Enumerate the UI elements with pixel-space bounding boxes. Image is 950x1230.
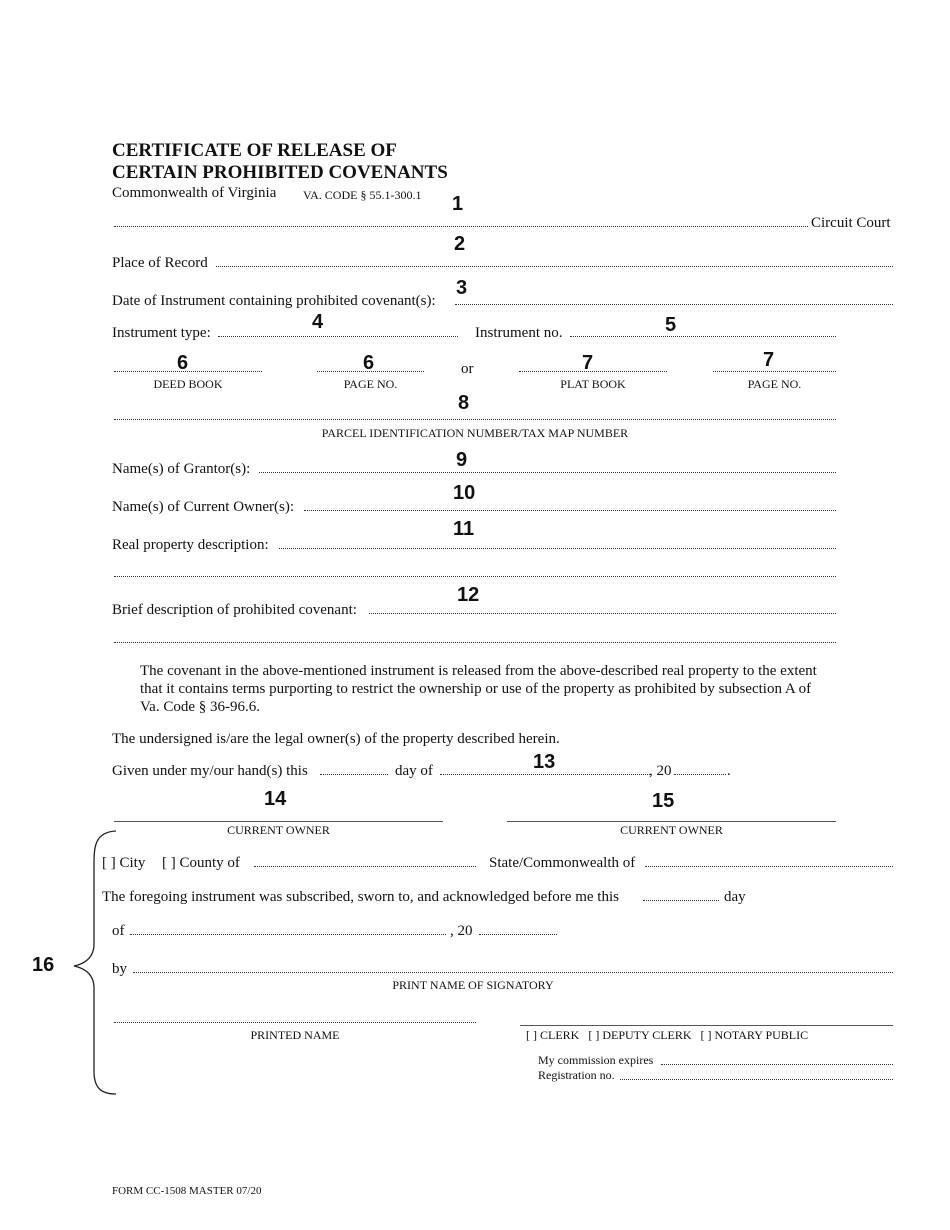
deed-book-field[interactable]	[114, 371, 262, 372]
notary-day-label: day	[724, 889, 746, 905]
plat-page-caption: PAGE NO.	[747, 377, 802, 391]
signatory-name-field[interactable]	[133, 972, 893, 973]
plat-book-field[interactable]	[519, 371, 667, 372]
brief-description-label: Brief description of prohibited covenant:	[112, 602, 357, 618]
annotation-16: 16	[32, 954, 55, 976]
place-of-record-label: Place of Record	[112, 255, 208, 271]
given-year-prefix: , 20	[649, 763, 672, 779]
notary-day-field[interactable]	[643, 900, 719, 901]
deed-book-caption: DEED BOOK	[153, 377, 223, 391]
notary-year-field[interactable]	[479, 934, 557, 935]
notary-month-field[interactable]	[130, 934, 446, 935]
form-title-line1: CERTIFICATE OF RELEASE OF	[112, 140, 397, 161]
annotation-4: 4	[312, 311, 324, 333]
parcel-id-field[interactable]	[114, 419, 836, 420]
plat-book-caption: PLAT BOOK	[560, 377, 626, 391]
registration-no-field[interactable]	[620, 1079, 893, 1080]
owner1-caption: CURRENT OWNER	[227, 823, 330, 837]
annotation-11: 11	[453, 518, 475, 540]
given-month-field[interactable]	[440, 774, 650, 775]
real-property-field-line2[interactable]	[114, 576, 836, 577]
printed-name-caption: PRINTED NAME	[250, 1028, 340, 1042]
city-checkbox[interactable]: [ ] City	[102, 855, 146, 871]
or-label: or	[461, 361, 474, 377]
annotation-7b: 7	[763, 349, 775, 371]
annotation-12: 12	[457, 584, 480, 606]
parcel-id-caption: PARCEL IDENTIFICATION NUMBER/TAX MAP NUMBER	[321, 426, 629, 440]
jurisdiction: Commonwealth of Virginia	[112, 185, 277, 201]
annotation-14: 14	[264, 788, 287, 810]
commission-expires-label: My commission expires	[538, 1053, 654, 1067]
notary-year-prefix: , 20	[450, 923, 473, 939]
printed-name-field[interactable]	[114, 1022, 476, 1023]
notary-of-label: of	[112, 923, 125, 939]
brief-description-field[interactable]	[369, 613, 836, 614]
annotation-10: 10	[453, 482, 476, 504]
code-reference: VA. CODE § 55.1-300.1	[303, 188, 422, 202]
current-owners-field[interactable]	[304, 510, 836, 511]
circuit-court-label: Circuit Court	[811, 215, 891, 231]
brief-description-field-line2[interactable]	[114, 642, 836, 643]
state-field[interactable]	[645, 866, 893, 867]
date-of-instrument-label: Date of Instrument containing prohibited covenant(s):	[112, 293, 436, 309]
notary-role-checkboxes[interactable]: [ ] CLERK [ ] DEPUTY CLERK [ ] NOTARY PUBLIC	[526, 1028, 809, 1042]
annotation-15: 15	[652, 790, 675, 812]
annotation-8: 8	[458, 392, 470, 414]
deed-page-field[interactable]	[317, 371, 424, 372]
annotation-13: 13	[533, 751, 556, 773]
owner2-caption: CURRENT OWNER	[620, 823, 723, 837]
date-of-instrument-field[interactable]	[455, 304, 893, 305]
annotation-5: 5	[665, 314, 677, 336]
owner1-signature-line[interactable]	[114, 821, 443, 822]
grantors-field[interactable]	[259, 472, 836, 473]
state-label: State/Commonwealth of	[489, 855, 636, 871]
release-paragraph: The covenant in the above-mentioned instrument is released from the above-described real property to the extent that it contains terms purporting to restrict the ownership or use of the property as prohibited by subsection A of Va. Code § 36-96.6.	[140, 663, 817, 715]
place-of-record-field[interactable]	[216, 266, 893, 267]
notary-by-label: by	[112, 961, 127, 977]
annotation-6b: 6	[363, 352, 375, 374]
annotation-2: 2	[454, 233, 466, 255]
grantors-label: Name(s) of Grantor(s):	[112, 461, 251, 477]
annotation-9: 9	[456, 449, 468, 471]
city-county-field[interactable]	[254, 866, 476, 867]
county-checkbox[interactable]: [ ] County of	[162, 855, 240, 871]
owner2-signature-line[interactable]	[507, 821, 836, 822]
commission-expires-field[interactable]	[661, 1064, 893, 1065]
given-period: .	[727, 763, 731, 779]
form-title-line2: CERTAIN PROHIBITED COVENANTS	[112, 162, 448, 183]
print-name-signatory-caption: PRINT NAME OF SIGNATORY	[392, 978, 554, 992]
instrument-no-label: Instrument no.	[475, 325, 563, 341]
circuit-court-field[interactable]	[114, 226, 808, 227]
plat-page-field[interactable]	[713, 371, 836, 372]
instrument-no-field[interactable]	[570, 336, 836, 337]
real-property-label: Real property description:	[112, 537, 269, 553]
real-property-field[interactable]	[279, 548, 836, 549]
given-under-label: Given under my/our hand(s) this	[112, 763, 308, 779]
instrument-type-field[interactable]	[218, 336, 458, 337]
form-id: FORM CC-1508 MASTER 07/20	[112, 1185, 262, 1197]
foregoing-statement: The foregoing instrument was subscribed, sworn to, and acknowledged before me this	[102, 889, 619, 905]
annotation-7a: 7	[582, 352, 594, 374]
given-year-field[interactable]	[674, 774, 726, 775]
given-day-field[interactable]	[320, 774, 388, 775]
annotation-3: 3	[456, 277, 468, 299]
annotation-1: 1	[452, 193, 464, 215]
instrument-type-label: Instrument type:	[112, 325, 211, 341]
deed-page-caption: PAGE NO.	[343, 377, 398, 391]
notary-signature-line[interactable]	[520, 1025, 893, 1026]
registration-no-label: Registration no.	[538, 1068, 615, 1082]
annotation-6a: 6	[177, 352, 189, 374]
current-owners-label: Name(s) of Current Owner(s):	[112, 499, 295, 515]
day-of-label: day of	[395, 763, 433, 779]
owner-statement: The undersigned is/are the legal owner(s) of the property described herein.	[112, 731, 560, 747]
